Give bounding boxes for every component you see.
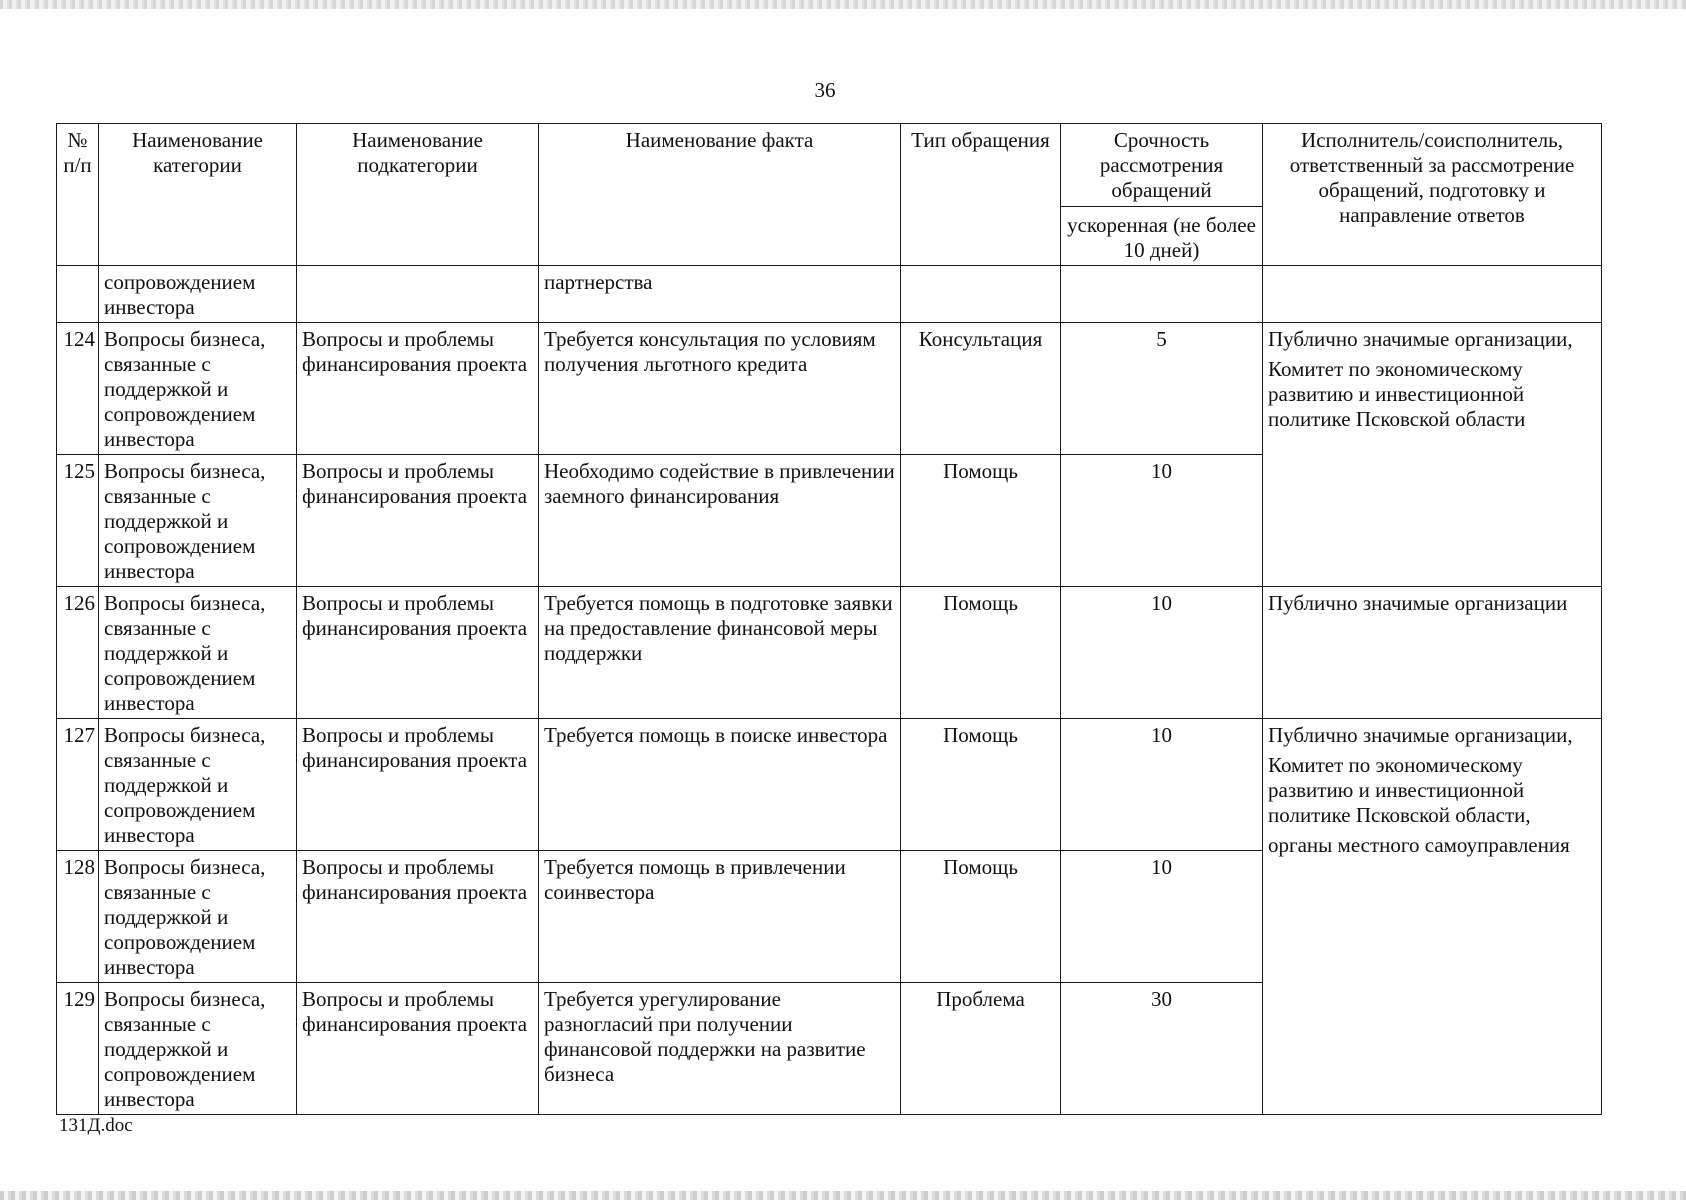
scan-edge-bottom — [0, 1191, 1686, 1200]
cell-type: Помощь — [901, 851, 1061, 983]
header-urgency: Срочность рассмотрения обращений — [1061, 124, 1263, 207]
cell-type — [901, 266, 1061, 323]
cell-num: 128 — [57, 851, 99, 983]
cell-subcategory: Вопросы и проблемы финансирования проекта — [297, 455, 539, 587]
cell-fact: Необходимо содействие в привлечении заемного финансирования — [539, 455, 901, 587]
cell-urgency: 10 — [1061, 851, 1263, 983]
cell-subcategory: Вопросы и проблемы финансирования проекта — [297, 587, 539, 719]
cell-category: Вопросы бизнеса, связанные с поддержкой и сопровождением инвестора — [99, 587, 297, 719]
header-fact: Наименование факта — [539, 124, 901, 266]
cell-type: Помощь — [901, 455, 1061, 587]
executor-line: Комитет по экономическому развитию и инвестиционной политике Псковской области, — [1268, 753, 1531, 827]
header-urgency-accelerated: ускоренная (не более 10 дней) — [1061, 207, 1263, 266]
header-executor: Исполнитель/соисполнитель, ответственный за рассмотрение обращений, подготовку и направление ответов — [1263, 124, 1602, 266]
cell-category: Вопросы бизнеса, связанные с поддержкой и сопровождением инвестора — [99, 851, 297, 983]
cell-num: 125 — [57, 455, 99, 587]
executor-line: Публично значимые организации — [1268, 591, 1568, 615]
cell-fact: партнерства — [539, 266, 901, 323]
cell-urgency: 5 — [1061, 323, 1263, 455]
header-subcategory: Наименование подкатегории — [297, 124, 539, 266]
table-row — [57, 587, 1602, 719]
cell-category: Вопросы бизнеса, связанные с поддержкой и сопровождением инвестора — [99, 455, 297, 587]
scan-edge-top — [0, 0, 1686, 9]
cell-type: Консультация — [901, 323, 1061, 455]
cell-fact: Требуется урегулирование разногласий при получении финансовой поддержки на развитие бизнеса — [539, 983, 901, 1115]
cell-fact: Требуется помощь в подготовке заявки на предоставление финансовой меры поддержки — [539, 587, 901, 719]
executor-line: органы местного самоуправления — [1268, 833, 1570, 857]
cell-num: 129 — [57, 983, 99, 1115]
cell-num — [57, 266, 99, 323]
header-category: Наименование категории — [99, 124, 297, 266]
cell-fact: Требуется помощь в поиске инвестора — [539, 719, 901, 851]
cell-subcategory — [297, 266, 539, 323]
cell-urgency: 10 — [1061, 719, 1263, 851]
executor-line: Комитет по экономическому развитию и инвестиционной политике Псковской области — [1268, 357, 1526, 431]
cell-subcategory: Вопросы и проблемы финансирования проекта — [297, 323, 539, 455]
cell-executor — [1263, 323, 1602, 587]
cell-subcategory: Вопросы и проблемы финансирования проекта — [297, 851, 539, 983]
cell-executor — [1263, 266, 1602, 323]
cell-category: Вопросы бизнеса, связанные с поддержкой и сопровождением инвестора — [99, 323, 297, 455]
table-row — [57, 719, 1602, 851]
cell-urgency: 10 — [1061, 587, 1263, 719]
header-type: Тип обращения — [901, 124, 1061, 266]
cell-category: Вопросы бизнеса, связанные с поддержкой и сопровождением инвестора — [99, 719, 297, 851]
continuation-row — [57, 266, 1602, 323]
cell-subcategory: Вопросы и проблемы финансирования проекта — [297, 719, 539, 851]
cell-urgency: 30 — [1061, 983, 1263, 1115]
cell-num: 127 — [57, 719, 99, 851]
page-number: 36 — [814, 78, 836, 102]
footer-filename: 131Д.doc — [59, 1115, 133, 1136]
cell-category: сопровождением инвестора — [99, 266, 297, 323]
cell-executor — [1263, 587, 1602, 719]
cell-category: Вопросы бизнеса, связанные с поддержкой и сопровождением инвестора — [99, 983, 297, 1115]
cell-fact: Требуется помощь в привлечении соинвестора — [539, 851, 901, 983]
table-row — [57, 323, 1602, 455]
cell-executor — [1263, 719, 1602, 1115]
executor-line: Публично значимые организации, — [1268, 723, 1573, 747]
cell-urgency — [1061, 266, 1263, 323]
cell-fact: Требуется консультация по условиям получения льготного кредита — [539, 323, 901, 455]
appeals-table — [56, 123, 1602, 1115]
header-num: № п/п — [57, 124, 99, 266]
cell-type: Проблема — [901, 983, 1061, 1115]
executor-line: Публично значимые организации, — [1268, 327, 1573, 351]
cell-num: 124 — [57, 323, 99, 455]
cell-type: Помощь — [901, 719, 1061, 851]
cell-type: Помощь — [901, 587, 1061, 719]
cell-urgency: 10 — [1061, 455, 1263, 587]
cell-num: 126 — [57, 587, 99, 719]
cell-subcategory: Вопросы и проблемы финансирования проекта — [297, 983, 539, 1115]
header-row — [57, 124, 1602, 207]
